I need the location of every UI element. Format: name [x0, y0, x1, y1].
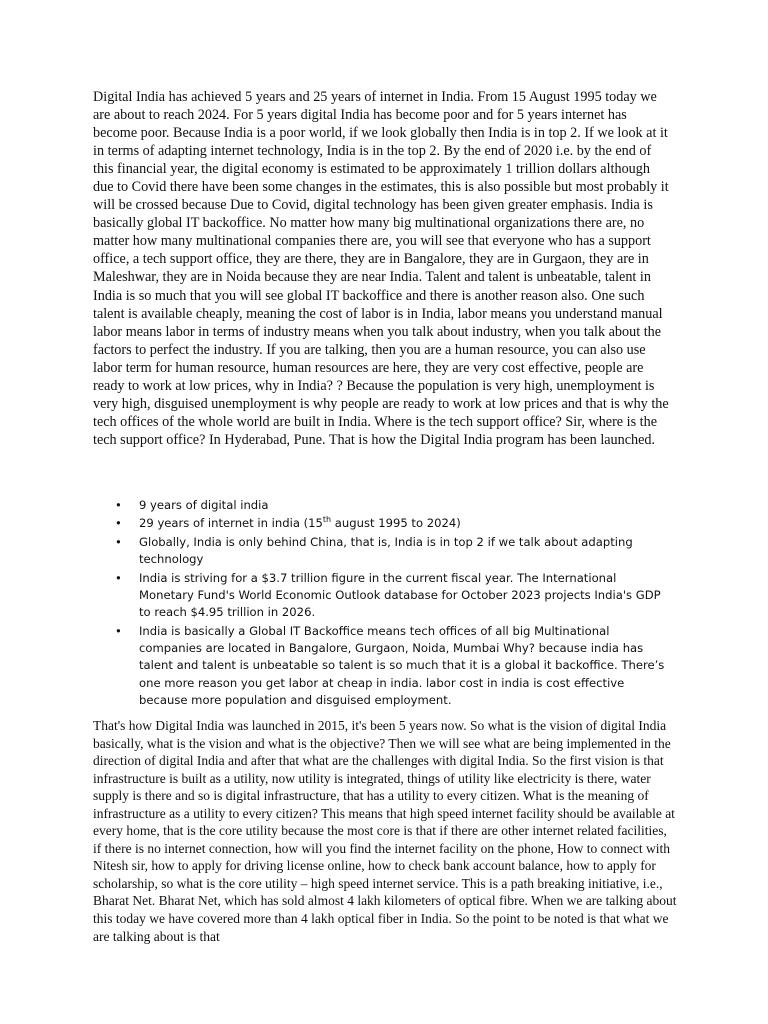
list-item-text: Globally, India is only behind China, that is, India is in top 2 if we talk about adapting technology [139, 534, 633, 567]
list-item-text-suffix: august 1995 to 2024) [331, 516, 461, 531]
bullet-icon: • [115, 498, 122, 512]
list-item [93, 570, 673, 622]
paragraph-intro: Digital India has achieved 5 years and 25 years of internet in India. From 15 August 1995 today we are about to reach 2024. For 5 years digital India has become poor and for 5 years internet has become poor. Because India is a poor world, if we look globally then India is in top 2. If we look at it in terms of adapting internet technology, India is in the top 2. By the end of 2020 i.e. by the end of this financial year, the digital economy is estimated to be approximately 1 trillion dollars although due to Covid there have been some changes in the estimates, this is also possible but most probably it will be crossed because Due to Covid, digital technology has been given greater emphasis. India is basically global IT backoffice. No matter how many big multinational organizations there are, no matter how many multinational companies there are, you will see that everyone who has a support office, a tech support office, they are there, they are in Bangalore, they are in Gurgaon, they are in Maleshwar, they are in Noida because they are near India. Talent and talent is unbeatable, talent in India is so much that you will see global IT backoffice and there is another reason also. One such talent is available cheaply, meaning the cost of labor is in India, labor means you understand manual labor means labor in terms of industry means when you talk about industry, when you talk about the factors to perfect the industry. If you are talking, then you are a human resource, you can also use labor term for human resource, human resources are here, they are very cost effective, people are ready to work at low prices, why in India? ? Because the population is very high, unemployment is very high, disguised unemployment is why people are ready to work at low prices and that is why the tech offices of the whole world are built in India. Where is the tech support office? Sir, where is the tech support office? In Hyderabad, Pune. That is how the Digital India program has been launched. [93, 89, 669, 448]
bullet-icon: • [115, 570, 122, 585]
list-item [93, 623, 673, 709]
paragraph-vision: That's how Digital India was launched in 2015, it's been 5 years now. So what is the vision of digital India basically, what is the vision and what is the objective? Then we will see what are being implemented in the direction of digital India and after that what are the challenges with digital India. So the first vision is that infrastructure is built as a utility, now utility is integrated, things of utility like electricity is there, water supply is there and so is digital infrastructure, that has a utility to every citizen. What is the meaning of infrastructure as a utility to every citizen? This means that high speed internet facility should be available at every home, that is the core utility because the most core is that if there are other internet related facilities, if there is no internet connection, how will you find the internet facility on the phone, How to connect with Nitesh sir, how to apply for driving license online, how to check bank account balance, how to apply for scholarship, so what is the core utility – high speed internet service. This is a path breaking initiative, i.e., Bharat Net. Bharat Net, which has sold almost 4 lakh kilometers of optical fibre. When we are talking about this today we have covered more than 4 lakh optical fiber in India. So the point to be noted is that what we are talking about is that [93, 718, 677, 944]
bullet-icon: • [115, 623, 122, 638]
list-item-text: India is basically a Global IT Backoffice means tech offices of all big Multinational companies are located in Bangalore, Gurgaon, Noida, Mumbai Why? because india has talent and talent is unbeatable so talent is so much that it is a global it backoffice. There’s one more reason you get labor at cheap in india. labor cost in india is cost effective because more population and disguised employment. [139, 623, 665, 708]
list-item-text: India is striving for a $3.7 trillion figure in the current fiscal year. The International Monetary Fund's World Economic Outlook database for October 2023 projects India's GDP to reach $4.95 trillion in 2026. [139, 570, 661, 620]
list-item [93, 534, 673, 569]
list-item [93, 497, 673, 514]
bullet-icon: • [115, 534, 122, 549]
list-item-text: 9 years of digital india [139, 498, 269, 512]
list-item-superscript: th [322, 515, 332, 525]
bullet-list [93, 497, 673, 711]
bullet-icon: • [115, 516, 122, 531]
list-item-text: 29 years of internet in india (15 [139, 516, 323, 531]
list-item [93, 515, 673, 532]
